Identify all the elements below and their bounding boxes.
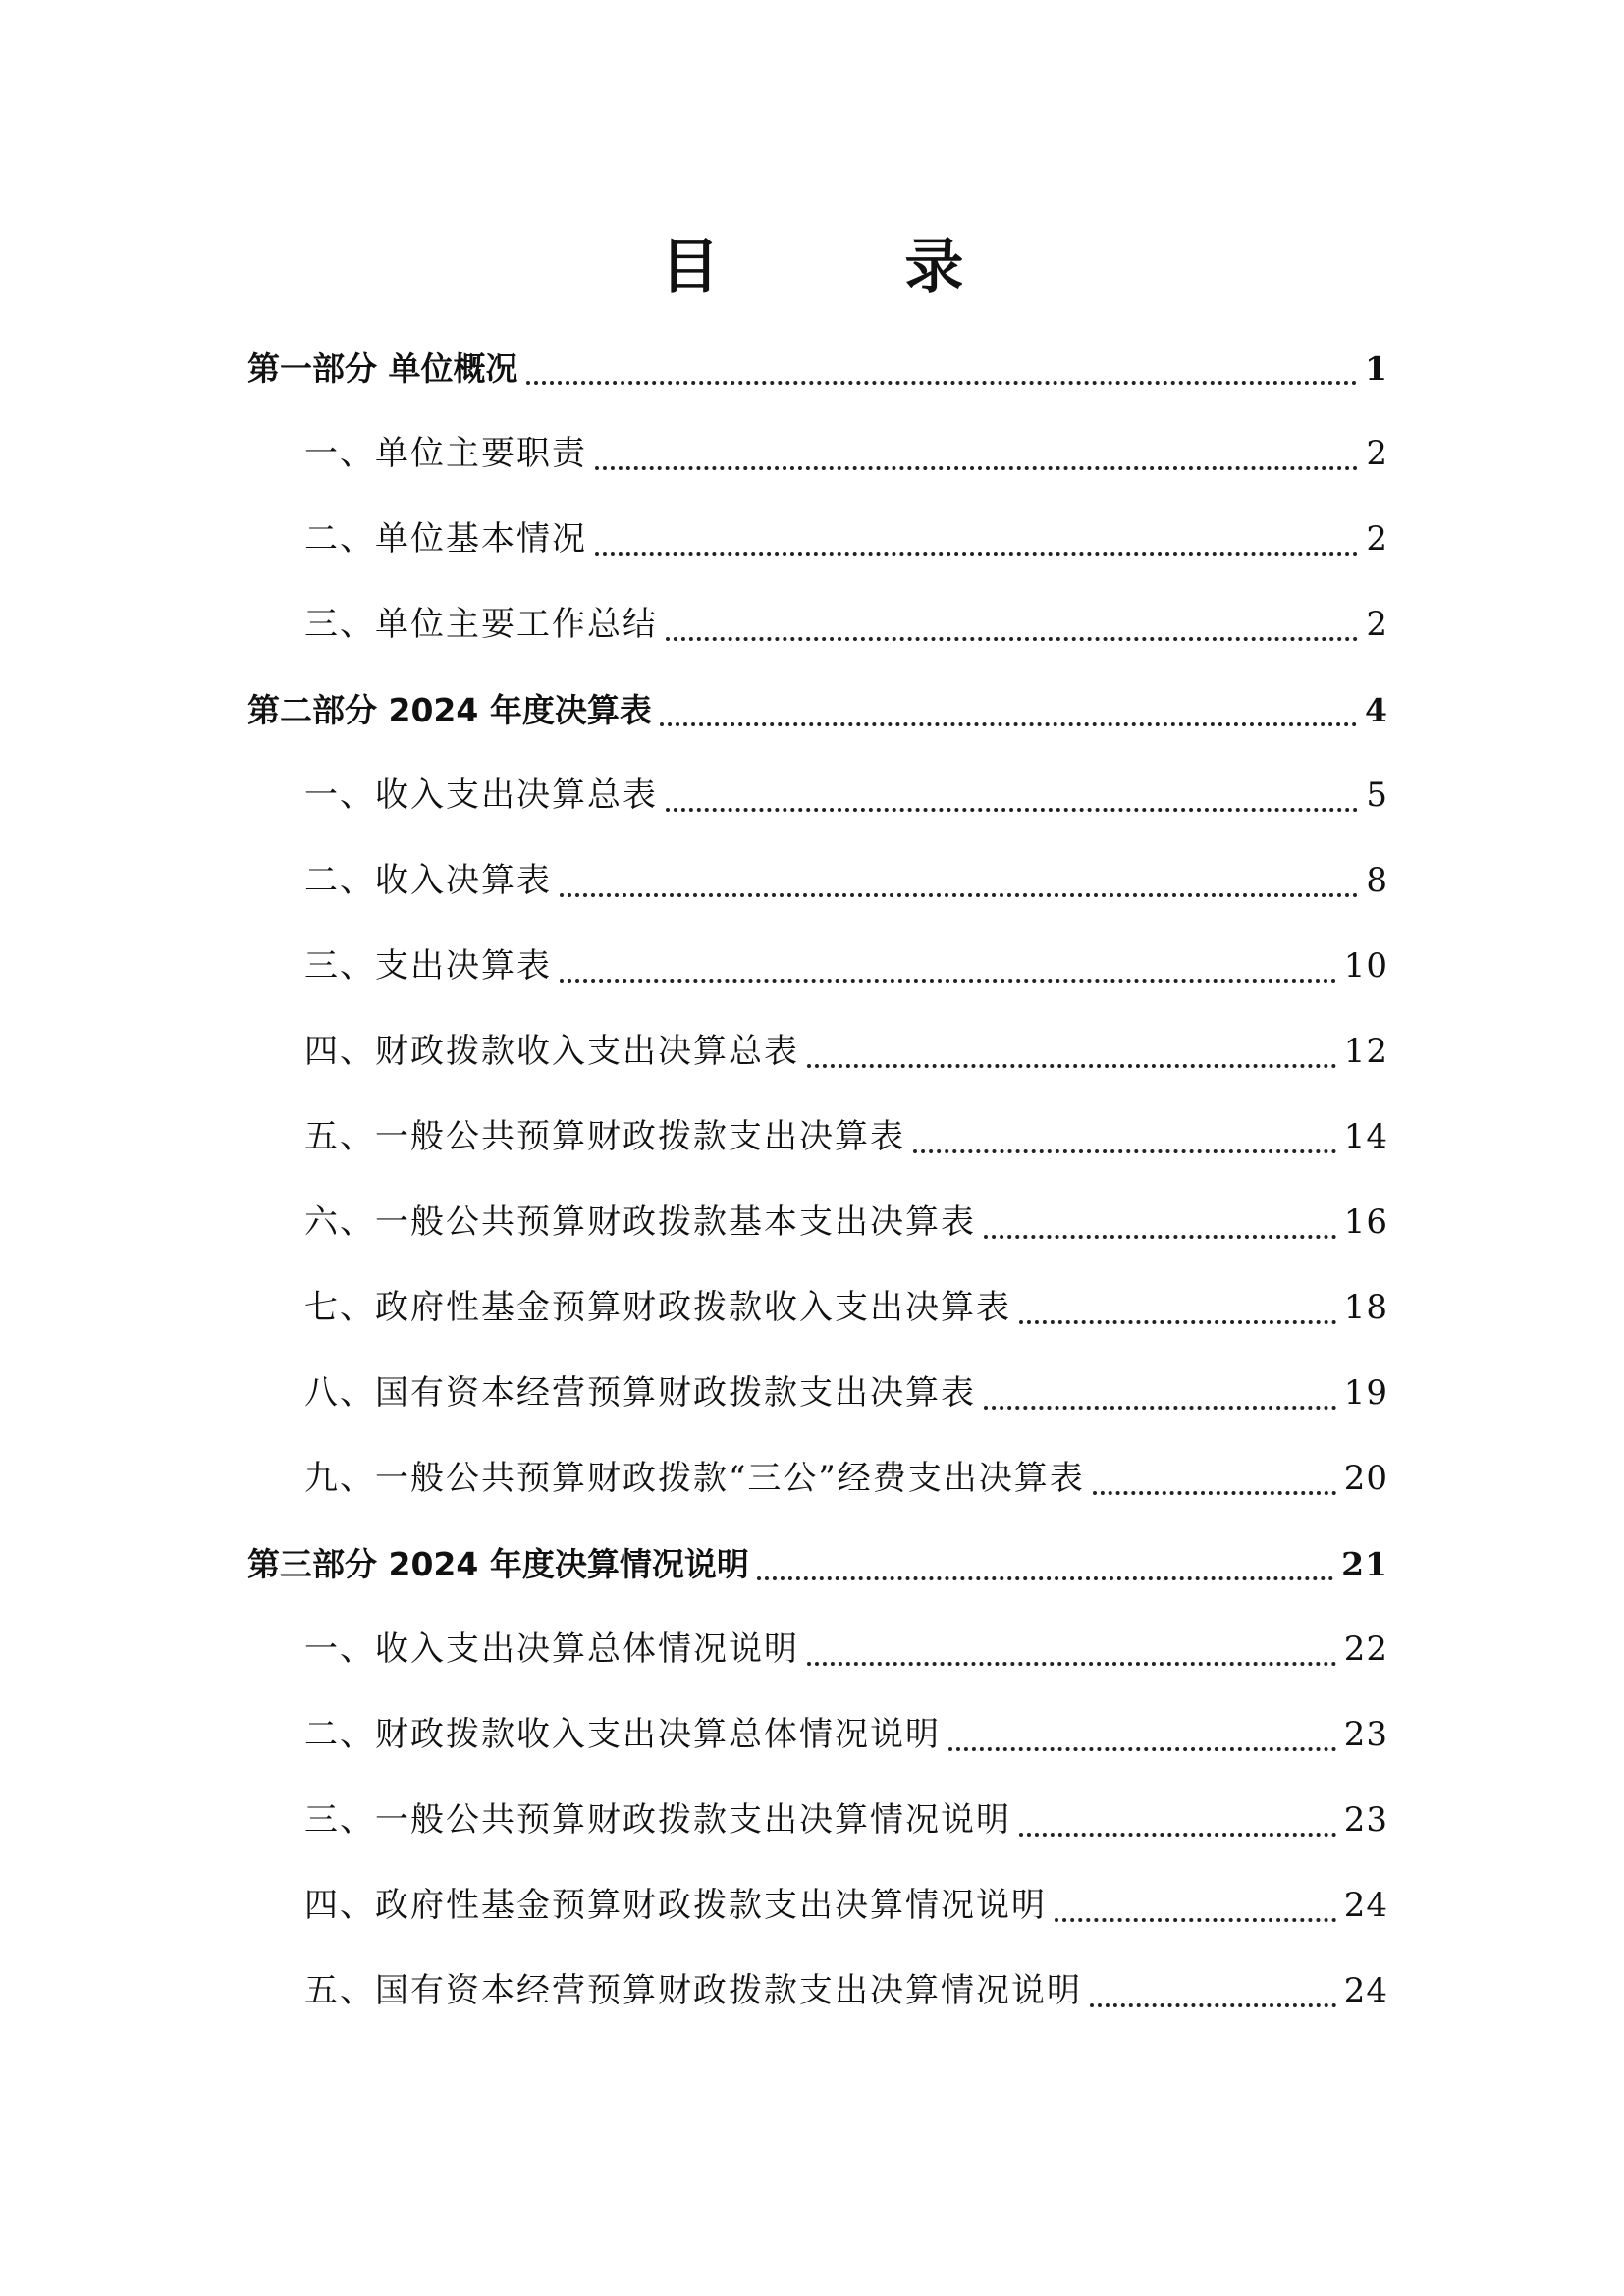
- toc-page-number: 2: [1366, 605, 1388, 644]
- toc-page-number: 1: [1365, 349, 1388, 388]
- toc-entry[interactable]: [247, 1351, 1388, 1436]
- toc-entry[interactable]: [247, 1949, 1388, 2034]
- toc-entry[interactable]: [247, 838, 1388, 924]
- toc-page-number: 22: [1343, 1629, 1388, 1669]
- toc-entry-title: 二、收入决算表: [304, 861, 552, 900]
- toc-page-number: 24: [1343, 1886, 1388, 1925]
- toc-page-number: 20: [1343, 1459, 1388, 1498]
- toc-entry[interactable]: [247, 411, 1388, 497]
- toc-entry[interactable]: [247, 924, 1388, 1009]
- toc-page-number: 21: [1341, 1545, 1388, 1583]
- toc-dot-leader: [660, 722, 1357, 726]
- toc-page-number: 14: [1343, 1117, 1388, 1156]
- page-title: 目 录: [660, 233, 1047, 301]
- toc-entry-title: 四、财政拨款收入支出决算总表: [304, 1032, 799, 1071]
- toc-entry[interactable]: [247, 582, 1388, 667]
- toc-part-entry[interactable]: [247, 1522, 1388, 1607]
- toc-page-number: 18: [1343, 1288, 1388, 1327]
- toc-dot-leader: [1093, 1491, 1336, 1495]
- toc-dot-leader: [913, 1149, 1336, 1153]
- toc-entry[interactable]: [247, 1180, 1388, 1265]
- toc-page-number: 12: [1343, 1032, 1388, 1071]
- toc-entry-title: 五、国有资本经营预算财政拨款支出决算情况说明: [304, 1971, 1082, 2010]
- toc-entry[interactable]: [247, 1009, 1388, 1095]
- toc-page-number: 4: [1365, 691, 1388, 729]
- toc-part-entry[interactable]: [247, 326, 1388, 411]
- toc-dot-leader: [1019, 1833, 1336, 1837]
- toc-dot-leader: [948, 1747, 1336, 1751]
- toc-entry[interactable]: [247, 1778, 1388, 1863]
- toc-entry[interactable]: [247, 497, 1388, 582]
- toc-entry[interactable]: [247, 1436, 1388, 1522]
- toc-page-number: 24: [1343, 1971, 1388, 2010]
- toc-part-entry[interactable]: [247, 667, 1388, 753]
- toc-dot-leader: [560, 893, 1358, 897]
- toc-dot-leader: [1055, 1918, 1336, 1922]
- toc-page-number: 5: [1366, 775, 1388, 815]
- toc-entry-title: 六、一般公共预算财政拨款基本支出决算表: [304, 1202, 976, 1242]
- toc-page-number: 2: [1366, 434, 1388, 473]
- toc-page-number: 2: [1366, 519, 1388, 559]
- toc-entry-title: 二、财政拨款收入支出决算总体情况说明: [304, 1715, 941, 1754]
- toc-entry-title: 三、单位主要工作总结: [304, 605, 658, 644]
- toc-entry-title: 第二部分 2024 年度决算表: [247, 691, 652, 729]
- toc-entry-title: 九、一般公共预算财政拨款“三公”经费支出决算表: [304, 1459, 1085, 1498]
- toc-entry-title: 一、收入支出决算总表: [304, 775, 658, 815]
- toc-entry-title: 二、单位基本情况: [304, 519, 587, 559]
- toc-entry[interactable]: [247, 1265, 1388, 1351]
- toc-entry-title: 五、一般公共预算财政拨款支出决算表: [304, 1117, 905, 1156]
- toc-entry-title: 七、政府性基金预算财政拨款收入支出决算表: [304, 1288, 1011, 1327]
- toc-dot-leader: [807, 1662, 1336, 1666]
- toc-dot-leader: [1090, 2003, 1336, 2007]
- toc-entry-title: 一、单位主要职责: [304, 434, 587, 473]
- toc-dot-leader: [666, 808, 1358, 812]
- toc-dot-leader: [666, 637, 1358, 641]
- toc-entry-title: 三、支出决算表: [304, 946, 552, 986]
- toc-entry-title: 第三部分 2024 年度决算情况说明: [247, 1545, 749, 1583]
- toc-entry[interactable]: [247, 1095, 1388, 1180]
- toc-entry-title: 三、一般公共预算财政拨款支出决算情况说明: [304, 1800, 1011, 1840]
- toc-dot-leader: [984, 1406, 1336, 1410]
- toc-entry-title: 一、收入支出决算总体情况说明: [304, 1629, 799, 1669]
- toc-dot-leader: [595, 466, 1358, 470]
- toc-entry[interactable]: [247, 1692, 1388, 1778]
- toc-dot-leader: [807, 1064, 1336, 1068]
- toc-page-number: 23: [1343, 1715, 1388, 1754]
- toc-entry-title: 四、政府性基金预算财政拨款支出决算情况说明: [304, 1886, 1047, 1925]
- toc-entry-title: 第一部分 单位概况: [247, 349, 518, 388]
- toc-page-number: 23: [1343, 1800, 1388, 1840]
- toc-dot-leader: [595, 552, 1358, 556]
- toc-dot-leader: [984, 1235, 1336, 1239]
- toc-entry[interactable]: [247, 753, 1388, 838]
- toc-entry[interactable]: [247, 1607, 1388, 1692]
- toc-page-number: 19: [1343, 1373, 1388, 1413]
- table-of-contents: [247, 326, 1388, 2034]
- toc-dot-leader: [526, 381, 1358, 385]
- toc-entry[interactable]: [247, 1863, 1388, 1949]
- toc-entry-title: 八、国有资本经营预算财政拨款支出决算表: [304, 1373, 976, 1413]
- toc-dot-leader: [560, 979, 1336, 983]
- toc-page-number: 16: [1343, 1202, 1388, 1242]
- toc-page-number: 8: [1366, 861, 1388, 900]
- toc-dot-leader: [757, 1576, 1333, 1580]
- toc-dot-leader: [1019, 1320, 1336, 1324]
- toc-page-number: 10: [1343, 946, 1388, 986]
